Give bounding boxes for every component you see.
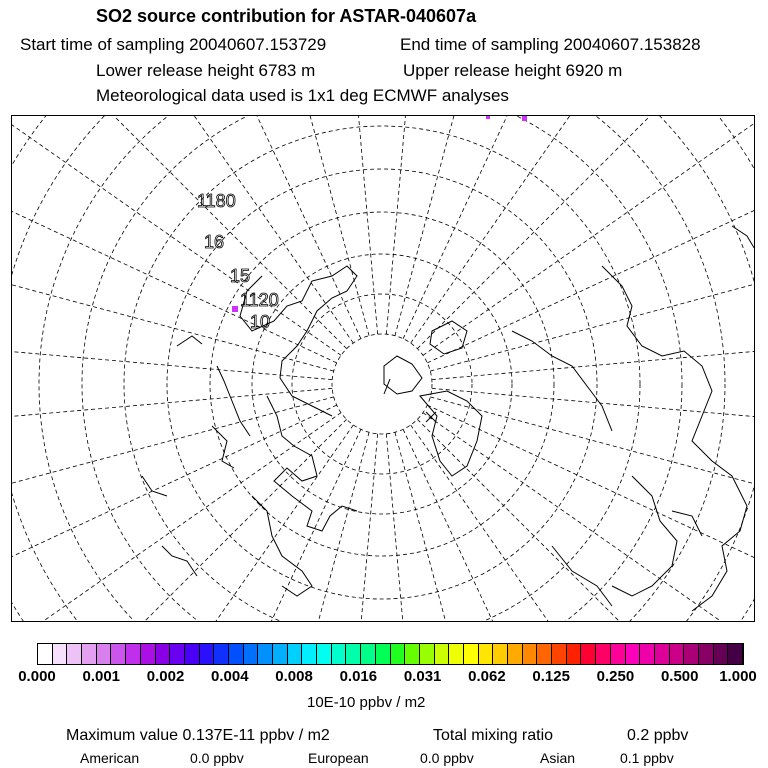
coastline-north-america [602, 266, 747, 611]
colorbar-swatch [670, 644, 685, 664]
colorbar-swatch [317, 644, 332, 664]
coastline-mediterranean [252, 496, 312, 596]
colorbar-swatch [640, 644, 655, 664]
pole-cross [426, 412, 436, 422]
colorbar-swatch [611, 644, 626, 664]
colorbar-tick-label: 0.002 [146, 668, 185, 685]
meridian-line [417, 419, 755, 622]
colorbar-swatch [537, 644, 552, 664]
max-value: Maximum value 0.137E-11 ppbv / m2 [66, 727, 330, 744]
latitude-circle [82, 116, 682, 622]
map-panel [11, 115, 755, 622]
plume-pixels [232, 116, 527, 312]
colorbar-swatch [552, 644, 567, 664]
colorbar-swatch [493, 644, 508, 664]
meridian-line [201, 432, 369, 622]
coastline-kamchatka [217, 366, 250, 436]
polar-map [12, 116, 755, 622]
colorbar-swatch [97, 644, 112, 664]
colorbar-tick-label: 0.008 [275, 668, 313, 685]
colorbar-swatch [479, 644, 494, 664]
contour-label: 15 [230, 266, 251, 286]
colorbar-swatch [185, 644, 200, 664]
meridian-line [423, 116, 755, 355]
colorbar-swatch [332, 644, 347, 664]
colorbar-unit: 10E-10 ppbv / m2 [307, 694, 426, 711]
meridian-line [201, 116, 369, 336]
colorbar-swatch [38, 644, 53, 664]
colorbar-swatch [214, 644, 229, 664]
meridian-line [86, 429, 361, 622]
colorbar-swatch [655, 644, 670, 664]
contour-label: 16 [204, 232, 225, 252]
colorbar-swatch [405, 644, 420, 664]
meridian-line [12, 116, 341, 355]
colorbar-swatch [626, 644, 641, 664]
total-mixing-value: 0.2 ppbv [627, 727, 689, 744]
colorbar-swatch [449, 644, 464, 664]
colorbar-tick-label: 0.250 [596, 668, 635, 685]
contour-label: 1120 [240, 290, 279, 310]
meridian-line [427, 116, 755, 363]
colorbar-tick-label: 0.031 [403, 668, 442, 685]
start-time: Start time of sampling 20040607.153729 [20, 35, 327, 54]
colorbar-swatch [508, 644, 523, 664]
colorbar-swatch [111, 644, 126, 664]
colorbar-tick-label: 0.000 [18, 668, 56, 685]
colorbar-swatch [156, 644, 171, 664]
european-label: European [308, 750, 369, 766]
colorbar-tick-label: 0.001 [82, 668, 121, 685]
colorbar-swatch [200, 644, 215, 664]
upper-release-height: Upper release height 6920 m [403, 61, 623, 80]
coastline-fragment-4 [552, 546, 612, 606]
american-value: 0.0 ppbv [190, 750, 244, 766]
latitude-circle [292, 294, 472, 474]
page-title: SO2 source contribution for ASTAR-040607a [96, 6, 477, 26]
colorbar-swatch [699, 644, 714, 664]
colorbar-swatch [141, 644, 156, 664]
colorbar-swatch [258, 644, 273, 664]
meridian-line [411, 116, 755, 343]
colorbar-swatch [67, 644, 82, 664]
coastline-arctic-island [384, 356, 422, 394]
meridian-line [432, 388, 755, 445]
colorbar-swatch [361, 644, 376, 664]
colorbar-swatch [581, 644, 596, 664]
colorbar-tick-label: 0.125 [532, 668, 570, 685]
colorbar-swatch [273, 644, 288, 664]
meridian-line [403, 429, 678, 622]
coastline-fragment [177, 336, 202, 346]
meridian-line [427, 405, 755, 622]
meridian-line [12, 116, 337, 363]
contour-label: 10 [250, 312, 271, 332]
meridian-line [12, 388, 332, 445]
colorbar-swatch [229, 644, 244, 664]
meridian-line [86, 116, 361, 339]
asian-value: 0.1 ppbv [620, 750, 674, 766]
colorbar-swatch [728, 644, 743, 664]
meridian-line [12, 116, 353, 343]
colorbar-swatch [82, 644, 97, 664]
colorbar-tick-label: 0.004 [211, 668, 249, 685]
colorbar-swatch [714, 644, 729, 664]
colorbar-tick-label: 1.000 [719, 668, 757, 685]
lower-release-height: Lower release height 6783 m [96, 61, 316, 80]
coastline-iberia [162, 546, 197, 576]
meridian-line [403, 116, 678, 339]
colorbar-swatch [126, 644, 141, 664]
meridian-line [386, 116, 443, 334]
meridian-line [395, 432, 563, 622]
colorbar-tick-label: 0.062 [468, 668, 506, 685]
colorbar-swatch [464, 644, 479, 664]
american-label: American [80, 750, 140, 766]
colorbar-swatch [170, 644, 185, 664]
colorbar-tick-label: 0.016 [339, 668, 378, 685]
meridian-line [12, 419, 347, 622]
met-data-note: Meteorological data used is 1x1 deg ECMWF analyses [96, 86, 509, 105]
colorbar-swatch [288, 644, 303, 664]
meridian-line [386, 434, 443, 622]
total-mixing-label: Total mixing ratio [433, 727, 554, 744]
meridian-line [417, 116, 755, 349]
coastline-greenland [420, 391, 482, 476]
end-time: End time of sampling 20040607.153828 [400, 35, 701, 54]
meridian-line [411, 425, 755, 622]
colorbar-swatch [244, 644, 259, 664]
colorbar-swatch [302, 644, 317, 664]
latitude-circle [39, 116, 725, 622]
asian-label: Asian [540, 750, 576, 766]
plume-pixel [232, 306, 238, 312]
coastline-fragment-5 [732, 226, 755, 251]
plume-pixel [522, 116, 527, 121]
colorbar-swatch [391, 644, 406, 664]
colorbar-swatch [684, 644, 699, 664]
colorbar-swatch [435, 644, 450, 664]
meridian-line [12, 323, 332, 380]
meridian-line [321, 116, 378, 334]
european-value: 0.0 ppbv [420, 750, 474, 766]
colorbar-swatch [346, 644, 361, 664]
meridian-line [321, 434, 378, 622]
colorbar-tick-label: 0.500 [660, 668, 699, 685]
colorbar-swatch [567, 644, 582, 664]
colorbar-swatch [523, 644, 538, 664]
contour-label: 1180 [197, 191, 236, 211]
colorbar-swatch [53, 644, 68, 664]
meridian-line [423, 413, 755, 622]
coastline-fragment-6 [672, 511, 702, 536]
meridian-line [432, 323, 755, 380]
coastline-hudson-bay [612, 476, 677, 596]
colorbar-swatch [596, 644, 611, 664]
meridian-line [12, 116, 347, 349]
plume-pixel [486, 116, 490, 119]
colorbar-swatch [420, 644, 435, 664]
colorbar [37, 643, 744, 665]
colorbar-swatch [376, 644, 391, 664]
